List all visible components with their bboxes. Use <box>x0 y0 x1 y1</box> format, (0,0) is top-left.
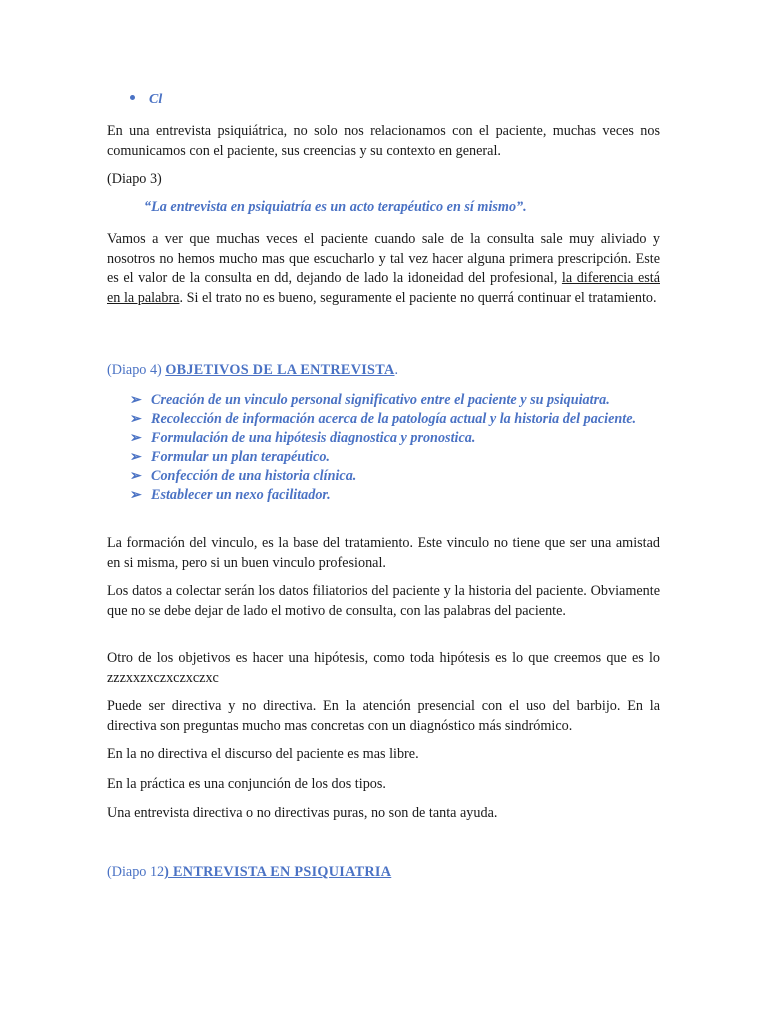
objective-item <box>130 486 660 505</box>
vamos-text-after: . Si el trato no es bueno, seguramente el paciente no querrá continuar el tratamiento. <box>179 289 657 306</box>
bullet-dot-icon <box>130 95 135 100</box>
datos-paragraph: Los datos a colectar serán los datos filiatorios del paciente y la historia del paciente. Obviamente que no se debe dejar de lado el motivo de consulta, con las palabras del paciente. <box>107 583 660 619</box>
objective-text: Recolección de información acerca de la patología actual y la historia del paciente. <box>151 411 637 427</box>
objective-text: Creación de un vinculo personal significativo entre el paciente y su psiquiatra. <box>151 392 610 408</box>
top-bullet-item <box>130 92 162 108</box>
vamos-paragraph <box>107 230 660 308</box>
una-entrevista-paragraph: Una entrevista directiva o no directivas puras, no son de tanta ayuda. <box>107 805 498 821</box>
arrowhead-bullet-icon: ➢ <box>130 449 142 465</box>
arrowhead-bullet-icon: ➢ <box>130 411 142 427</box>
otro-paragraph: Otro de los objetivos es hacer una hipótesis, como toda hipótesis es lo que creemos que es lo zzzxxzxczxczxczxc <box>107 650 660 686</box>
objective-item <box>130 391 660 410</box>
objective-text: Formular un plan terapéutico. <box>151 449 330 465</box>
section-entrevista-prefix: (Diapo 12 <box>107 864 165 880</box>
section-entrevista-title: ) ENTREVISTA EN PSIQUIATRIA <box>164 864 392 880</box>
section-objetivos-prefix: (Diapo 4) <box>107 362 166 378</box>
objective-item <box>130 429 660 448</box>
objective-item <box>130 410 660 429</box>
section-objetivos-heading <box>107 362 398 379</box>
practica-paragraph: En la práctica es una conjunción de los dos tipos. <box>107 776 386 792</box>
vamos-text-before: Vamos a ver que muchas veces el paciente cuando sale de la consulta sale muy aliviado y nosotros no hemos mucho mas que escucharlo y tal vez hacer alguna primera prescripción. Este es el valor de la consulta en dd, dejando de lado la idoneidad del profesional, <box>107 231 660 286</box>
arrowhead-bullet-icon: ➢ <box>130 392 142 408</box>
arrowhead-bullet-icon: ➢ <box>130 487 142 503</box>
section-entrevista-heading <box>107 864 391 881</box>
formacion-paragraph: La formación del vinculo, es la base del tratamiento. Este vinculo no tiene que ser una amistad en si misma, pero si un buen vinculo profesional. <box>107 535 660 571</box>
no-directiva-paragraph: En la no directiva el discurso del paciente es mas libre. <box>107 746 419 762</box>
section-objetivos-title: OBJETIVOS DE LA ENTREVISTA <box>165 362 395 378</box>
objectives-list <box>130 391 660 505</box>
vamos-underlined-text: la diferencia está en la palabra <box>107 270 660 306</box>
objective-item <box>130 448 660 467</box>
quote-text: “La entrevista en psiquiatría es un acto terapéutico en sí mismo”. <box>144 199 527 215</box>
arrowhead-bullet-icon: ➢ <box>130 468 142 484</box>
objective-item <box>130 467 660 486</box>
arrowhead-bullet-icon: ➢ <box>130 430 142 446</box>
top-bullet-text: Cl <box>149 92 163 107</box>
section-objetivos-suffix: . <box>394 362 399 378</box>
objective-text: Confección de una historia clínica. <box>151 468 357 484</box>
objective-text: Formulación de una hipótesis diagnostica y pronostica. <box>151 430 476 446</box>
objective-text: Establecer un nexo facilitador. <box>151 487 331 503</box>
puede-paragraph: Puede ser directiva y no directiva. En la atención presencial con el uso del barbijo. En la directiva son preguntas mucho mas concretas con un diagnóstico más sindrómico. <box>107 698 660 734</box>
diapo-3-label: (Diapo 3) <box>107 171 162 187</box>
intro-paragraph: En una entrevista psiquiátrica, no solo nos relacionamos con el paciente, muchas veces nos comunicamos con el paciente, sus creencias y su contexto en general. <box>107 123 660 159</box>
